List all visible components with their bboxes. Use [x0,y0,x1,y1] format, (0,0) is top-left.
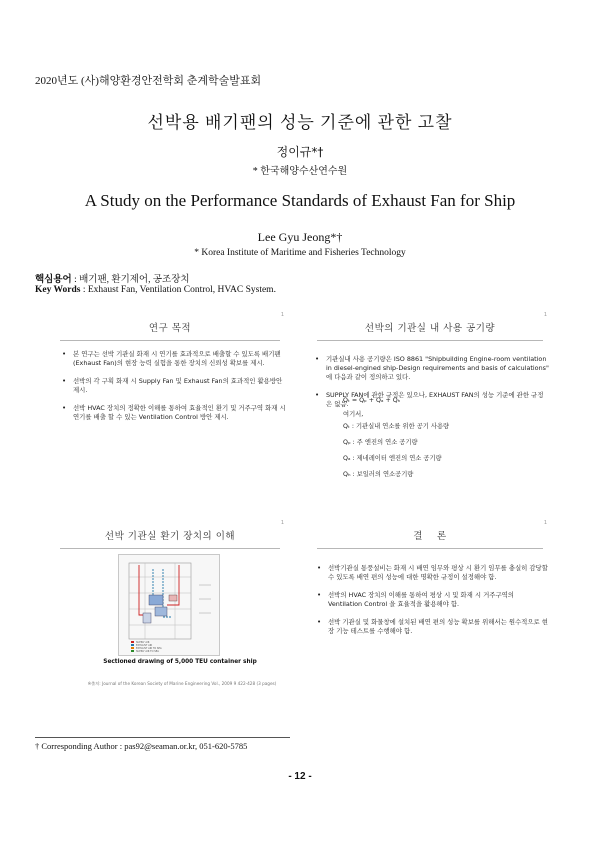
author-english: Lee Gyu Jeong*† [257,230,343,244]
legend-supply-air: SUPPLY AIR [136,641,150,644]
keywords-korean [35,271,190,285]
affiliation-korean: * 한국해양수산연수원 [252,166,348,177]
legend-supply-air-to-sea: SUPPLY AIR TO SEA [136,650,159,653]
where-label: 여기서, [343,411,364,418]
definition-qt: Qₜ : 기관실내 연소를 위한 공기 사용량 [343,423,450,430]
purpose-list [62,350,287,431]
list-item: • 선박의 각 구획 화재 시 Supply Fan 및 Exhaust Fan의 효과적인 활용방안 제시. [62,377,287,395]
panel-corner-mark: 1 [543,520,547,526]
list-item: • 기관실내 사용 공기량은 ISO 8861 "Shipbuilding Engine-room ventilation in diesel-engined ship-Design requirements and basis of calculations" 에 다음과 같이 정의하고 있다. [315,355,549,382]
definition-qp: Qₚ : 주 엔진의 연소 공기량 [343,439,418,446]
panel-research-purpose [50,308,290,463]
legend-exhaust-air: EXHAUST AIR [136,644,153,647]
list-item: • SUPPLY FAN에 관한 규정은 있으나, EXHAUST FAN의 성능 기준에 관한 규정은 없음. [315,391,549,409]
conference-header: 2020년도 (사)해양환경안전학회 춘계학술발표회 [35,75,262,87]
panel-title: 결 론 [413,531,447,542]
conclusion-list [317,564,549,645]
footnote: † Corresponding Author : pas92@seaman.or.kr, 051-620-5785 [35,741,248,751]
panel-title: 연구 목적 [148,323,192,334]
list-item: • 본 연구는 선박 기관실 화재 시 연기를 효과적으로 배출할 수 있도록 배기팬(Exhaust Fan)의 현장 능력 실험을 통한 장치의 신뢰성 확보를 제시. [62,350,287,368]
definition-qa: Qₐ : 제네레이터 엔진의 연소 공기량 [343,455,442,462]
panel-divider [60,340,280,341]
title-english: A Study on the Performance Standards of Exhaust Fan for Ship [84,191,516,210]
panel-corner-mark: 1 [280,312,284,318]
figure-source: ※출처: Journal of the Korean Society of Marine Engineering Vol., 2009 9 422-428 (3 pages) [87,681,277,686]
panel-divider [317,548,543,549]
list-item: • 선박 HVAC 장치의 정확한 이해를 통하여 효율적인 환기 및 거주구역 화재 시 연기를 배출 할 수 있는 Ventilation Control 방안 제시. [62,404,287,422]
keywords-english [35,285,276,295]
panel-engine-room-air [307,308,553,488]
definition-qh: Qₕ : 보일러의 연소공기량 [343,471,414,478]
formula: Qₜ = Qₚ + Qₐ + Qₕ [343,397,401,404]
list-item: • 선박 기관실 및 화물창에 설치된 배연 편의 성능 확보를 위해서는 원수적으로 현장 기능 테스트를 수행해야 함. [317,618,549,636]
affiliation-english: * Korea Institute of Maritime and Fisheries Technology [194,248,406,258]
footnote-rule [35,737,290,738]
ship-sectioned-drawing [118,554,220,656]
panel-title: 선박의 기관실 내 사용 공기량 [364,323,496,334]
ship-drawing-svg [119,555,219,655]
keywords-korean-text: : 배기팬, 환기제어, 공조장치 [71,275,190,285]
keywords-english-label: Key Words [35,285,81,295]
panel-corner-mark: 1 [280,520,284,526]
page-number: - 12 - [288,771,312,782]
panel-title: 선박 기관실 환기 장치의 이해 [104,531,236,542]
list-item: • 선박기관실 통풍설비는 화재 시 배연 임무와 평상 시 환기 임무를 충실히 감당할 수 있도록 배연 편의 성능에 대한 명확한 규정이 설정해야 함. [317,564,549,582]
panel-corner-mark: 1 [543,312,547,318]
figure-caption: Sectioned drawing of 5,000 TEU container ship [103,659,257,665]
author-korean: 정이규*† [276,145,324,159]
legend-exhaust-air-to-sea: EXHAUST AIR TO SEA [136,647,162,650]
list-item: • 선박의 HVAC 장치의 이해를 통하여 평상 시 및 화재 시 거주구역의 Ventilation Control 을 효율적을 활용해야 함. [317,591,549,609]
keywords-korean-label: 핵심용어 [35,275,72,285]
panel-divider [317,340,543,341]
keywords-english-text: : Exhaust Fan, Ventilation Control, HVAC System. [80,285,276,295]
fans-list [315,355,549,418]
panel-divider [60,548,280,549]
panel-conclusion [307,516,553,666]
title-korean: 선박용 배기팬의 성능 기준에 관한 고찰 [147,113,453,132]
